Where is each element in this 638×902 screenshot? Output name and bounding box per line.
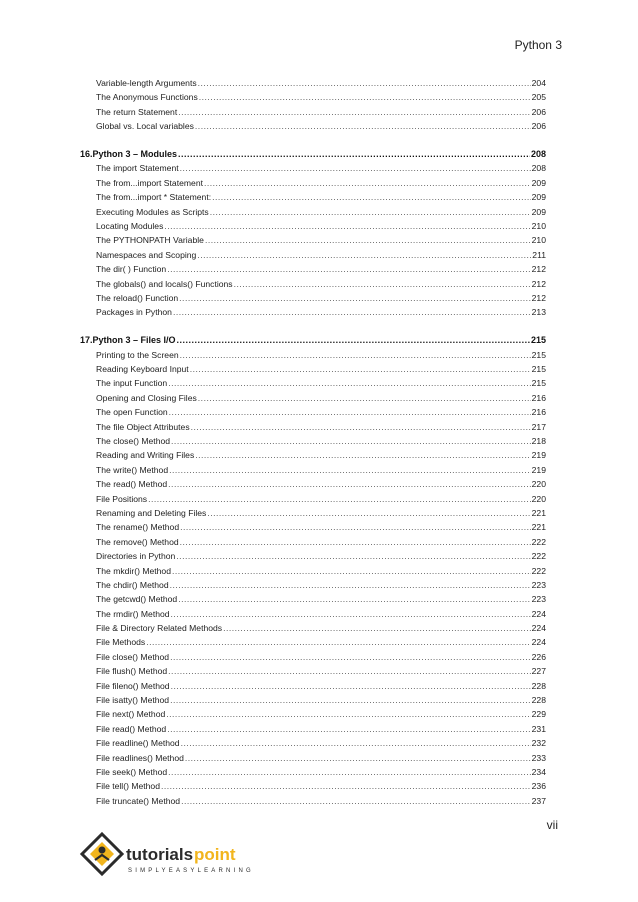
toc-entry[interactable] <box>80 765 546 779</box>
dot-leader <box>178 147 530 161</box>
toc-entry-title: The rename() Method <box>96 522 180 533</box>
toc-entry-title: Executing Modules as Scripts <box>96 206 209 217</box>
toc-entry-title: The globals() and locals() Functions <box>96 278 233 289</box>
dot-leader <box>178 592 530 606</box>
toc-entry[interactable] <box>80 707 546 721</box>
tutorialspoint-logo <box>78 828 268 884</box>
toc-entry-page: 233 <box>531 752 546 763</box>
toc-entry-title: The close() Method <box>96 435 171 446</box>
toc-entry-page: 222 <box>531 536 546 547</box>
toc-entry[interactable] <box>80 405 546 419</box>
toc-entry-title: Printing to the Screen <box>96 349 179 360</box>
toc-entry[interactable] <box>80 549 546 563</box>
toc-entry[interactable] <box>80 736 546 750</box>
dot-leader <box>168 765 530 779</box>
toc-entry[interactable] <box>80 693 546 707</box>
toc-entry-page: 232 <box>531 738 546 749</box>
toc-entry[interactable] <box>80 621 546 635</box>
toc-entry-page: 229 <box>531 709 546 720</box>
toc-entry[interactable] <box>80 535 546 549</box>
toc-entry-title: The open Function <box>96 407 168 418</box>
toc-entry-page: 209 <box>531 192 546 203</box>
toc-entry-title: The from...import Statement <box>96 177 203 188</box>
toc-entry-title: The input Function <box>96 378 168 389</box>
dot-leader <box>167 262 530 276</box>
toc-entry-title: File Methods <box>96 637 146 648</box>
toc-entry-title: The PYTHONPATH Variable <box>96 235 204 246</box>
toc-entry-title: Directories in Python <box>96 551 176 562</box>
toc-entry-page: 212 <box>531 292 546 303</box>
dot-leader <box>212 190 531 204</box>
dot-leader <box>210 205 531 219</box>
toc-entry-page: 216 <box>531 392 546 403</box>
chapter-title: Python 3 – Files I/O <box>92 335 176 346</box>
toc-entry[interactable] <box>80 722 546 736</box>
toc-entry[interactable] <box>80 233 546 247</box>
dot-leader <box>161 779 531 793</box>
dot-leader <box>234 277 531 291</box>
toc-entry-title: The chdir() Method <box>96 579 169 590</box>
toc-entry-page: 231 <box>531 723 546 734</box>
toc-entry-title: Namespaces and Scoping <box>96 249 197 260</box>
toc-entry-page: 205 <box>531 92 546 103</box>
toc-entry-page: 224 <box>531 608 546 619</box>
dot-leader <box>168 477 530 491</box>
toc-entry-page: 221 <box>531 507 546 518</box>
toc-entry-page: 212 <box>531 264 546 275</box>
toc-entry[interactable] <box>80 635 546 649</box>
dot-leader <box>177 333 530 347</box>
dot-leader <box>181 794 531 808</box>
toc-entry-title: The getcwd() Method <box>96 594 178 605</box>
toc-entry-title: Variable-length Arguments <box>96 78 197 88</box>
toc-entry-title: Reading and Writing Files <box>96 450 195 461</box>
toc-entry-page: 222 <box>531 551 546 562</box>
running-header: Python 3 <box>514 38 562 52</box>
table-of-contents <box>80 76 546 808</box>
toc-entry-title: The read() Method <box>96 479 168 490</box>
toc-entry-title: File flush() Method <box>96 666 168 677</box>
toc-entry-page: 209 <box>531 206 546 217</box>
dot-leader <box>205 233 531 247</box>
toc-entry-page: 222 <box>531 565 546 576</box>
dot-leader <box>168 376 530 390</box>
toc-continued-entries <box>80 76 546 134</box>
dot-leader <box>171 679 531 693</box>
dot-leader <box>172 564 531 578</box>
toc-entry-page: 224 <box>531 623 546 634</box>
logo-word-tutorials: tutorials <box>126 845 194 864</box>
toc-entry-page: 226 <box>531 651 546 662</box>
dot-leader <box>166 707 530 721</box>
toc-entry[interactable] <box>80 564 546 578</box>
toc-entry-page: 211 <box>532 249 546 260</box>
toc-entry-page: 204 <box>531 78 546 88</box>
dot-leader <box>148 492 531 506</box>
toc-entry-page: 210 <box>531 221 546 232</box>
toc-entry-page: 217 <box>531 421 546 432</box>
toc-entry-title: The from...import * Statement: <box>96 192 212 203</box>
toc-entry-page: 210 <box>531 235 546 246</box>
toc-entry-title: File tell() Method <box>96 781 160 792</box>
chapter-page: 208 <box>530 149 546 160</box>
dot-leader <box>190 362 531 376</box>
toc-entry[interactable] <box>80 492 546 506</box>
toc-entry-title: File readline() Method <box>96 738 180 749</box>
toc-entry-title: Packages in Python <box>96 307 172 318</box>
logo-tagline: SIMPLYEASYLEARNING <box>128 868 254 874</box>
toc-entry-page: 223 <box>531 594 546 605</box>
toc-entry[interactable] <box>80 305 546 319</box>
dot-leader <box>204 176 531 190</box>
toc-entry-page: 228 <box>531 695 546 706</box>
toc-entry-page: 215 <box>531 364 546 375</box>
toc-entry[interactable] <box>80 448 546 462</box>
toc-entry-page: 208 <box>531 163 546 174</box>
toc-entry[interactable] <box>80 578 546 592</box>
page-number: vii <box>546 818 558 832</box>
toc-entry[interactable] <box>80 664 546 678</box>
toc-entry-page: 223 <box>531 579 546 590</box>
dot-leader <box>171 434 531 448</box>
toc-entry-page: 220 <box>531 479 546 490</box>
dot-leader <box>195 119 531 133</box>
dot-leader <box>171 607 531 621</box>
dot-leader <box>180 535 531 549</box>
dot-leader <box>223 621 531 635</box>
dot-leader <box>168 664 530 678</box>
toc-entry-page: 215 <box>531 349 546 360</box>
toc-entry-page: 206 <box>531 121 546 132</box>
toc-entry[interactable] <box>80 779 546 793</box>
dot-leader <box>198 76 531 90</box>
dot-leader <box>180 348 531 362</box>
toc-entry-title: The rmdir() Method <box>96 608 170 619</box>
dot-leader <box>178 105 530 119</box>
toc-entry-page: 206 <box>531 106 546 117</box>
toc-chapter-heading[interactable] <box>80 147 546 161</box>
dot-leader <box>179 291 530 305</box>
dot-leader <box>169 463 531 477</box>
toc-chapters <box>80 147 546 808</box>
toc-entry[interactable] <box>80 219 546 233</box>
toc-entry-page: 219 <box>531 464 546 475</box>
toc-entry-title: The dir( ) Function <box>96 264 167 275</box>
toc-entry[interactable] <box>80 420 546 434</box>
toc-entry-title: The import Statement <box>96 163 179 174</box>
toc-entry-title: The file Object Attributes <box>96 421 190 432</box>
toc-entry-page: 237 <box>531 795 546 806</box>
toc-entry[interactable] <box>80 751 546 765</box>
toc-entry-page: 219 <box>531 450 546 461</box>
toc-entry[interactable] <box>80 277 546 291</box>
logo-word-point: point <box>194 845 236 864</box>
toc-entry[interactable] <box>80 119 546 133</box>
dot-leader <box>195 448 530 462</box>
chapter-number: 17. <box>80 335 93 346</box>
toc-entry[interactable] <box>80 592 546 606</box>
toc-entry-title: File truncate() Method <box>96 795 181 806</box>
toc-entry-title: File Positions <box>96 493 148 504</box>
toc-entry-title: File seek() Method <box>96 766 168 777</box>
toc-entry[interactable] <box>80 362 546 376</box>
dot-leader <box>207 506 530 520</box>
toc-entry[interactable] <box>80 376 546 390</box>
dot-leader <box>170 578 531 592</box>
toc-entry-title: Locating Modules <box>96 221 164 232</box>
toc-entry-title: The return Statement <box>96 106 178 117</box>
toc-entry-title: File & Directory Related Methods <box>96 623 223 634</box>
toc-entry-title: Renaming and Deleting Files <box>96 507 207 518</box>
toc-entry[interactable] <box>80 190 546 204</box>
toc-entry-title: The reload() Function <box>96 292 179 303</box>
toc-entry-title: Reading Keyboard Input <box>96 364 189 375</box>
dot-leader <box>199 90 531 104</box>
toc-entry-page: 209 <box>531 177 546 188</box>
dot-leader <box>170 693 531 707</box>
dot-leader <box>170 650 531 664</box>
toc-entry[interactable] <box>80 76 546 90</box>
logo-emblem-icon <box>82 834 122 874</box>
toc-entry-title: Global vs. Local variables <box>96 121 194 132</box>
toc-entry-page: 216 <box>531 407 546 418</box>
toc-entry[interactable] <box>80 520 546 534</box>
toc-entry-page: 227 <box>531 666 546 677</box>
dot-leader <box>167 722 530 736</box>
toc-entry-page: 218 <box>531 435 546 446</box>
toc-entry-page: 213 <box>531 307 546 318</box>
toc-entry-page: 228 <box>531 680 546 691</box>
toc-entry-title: File close() Method <box>96 651 170 662</box>
toc-entry[interactable] <box>80 205 546 219</box>
dot-leader <box>191 420 531 434</box>
toc-entry[interactable] <box>80 248 546 262</box>
toc-chapter-heading[interactable] <box>80 333 546 347</box>
toc-entry-page: 234 <box>531 766 546 777</box>
toc-entry[interactable] <box>80 463 546 477</box>
toc-entry[interactable] <box>80 291 546 305</box>
toc-entry[interactable] <box>80 391 546 405</box>
toc-entry-title: File fileno() Method <box>96 680 170 691</box>
toc-entry-page: 221 <box>531 522 546 533</box>
toc-entry-title: Opening and Closing Files <box>96 392 197 403</box>
chapter-number: 16. <box>80 149 93 160</box>
toc-entry-title: File next() Method <box>96 709 166 720</box>
dot-leader <box>173 305 531 319</box>
toc-entry[interactable] <box>80 161 546 175</box>
toc-entry[interactable] <box>80 262 546 276</box>
toc-entry[interactable] <box>80 176 546 190</box>
toc-entry[interactable] <box>80 477 546 491</box>
toc-entry-page: 224 <box>531 637 546 648</box>
dot-leader <box>198 391 531 405</box>
toc-entry-title: File isatty() Method <box>96 695 170 706</box>
dot-leader <box>197 248 531 262</box>
dot-leader <box>181 736 531 750</box>
dot-leader <box>176 549 530 563</box>
toc-entry-page: 212 <box>531 278 546 289</box>
chapter-page: 215 <box>530 335 546 346</box>
toc-entry-page: 220 <box>531 493 546 504</box>
toc-entry-title: The write() Method <box>96 464 169 475</box>
toc-entry[interactable] <box>80 650 546 664</box>
toc-entry-title: The mkdir() Method <box>96 565 171 576</box>
dot-leader <box>169 405 531 419</box>
dot-leader <box>180 161 531 175</box>
toc-entry[interactable] <box>80 679 546 693</box>
dot-leader <box>185 751 531 765</box>
toc-entry[interactable] <box>80 506 546 520</box>
toc-entry[interactable] <box>80 90 546 104</box>
toc-entry[interactable] <box>80 607 546 621</box>
dot-leader <box>180 520 531 534</box>
toc-entry-page: 215 <box>531 378 546 389</box>
toc-entry[interactable] <box>80 105 546 119</box>
toc-entry-page: 236 <box>531 781 546 792</box>
toc-entry[interactable] <box>80 434 546 448</box>
toc-entry[interactable] <box>80 794 546 808</box>
toc-entry-title: File readlines() Method <box>96 752 184 763</box>
dot-leader <box>164 219 530 233</box>
toc-entry-title: File read() Method <box>96 723 167 734</box>
toc-entry[interactable] <box>80 348 546 362</box>
chapter-title: Python 3 – Modules <box>92 149 178 160</box>
toc-entry-title: The Anonymous Functions <box>96 92 198 103</box>
toc-entry-title: The remove() Method <box>96 536 179 547</box>
dot-leader <box>146 635 530 649</box>
